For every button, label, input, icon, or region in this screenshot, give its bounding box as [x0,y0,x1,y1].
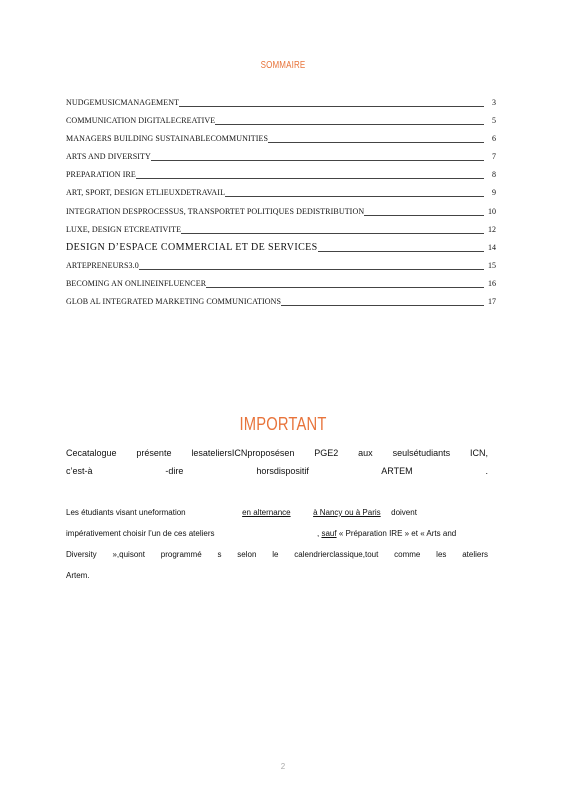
sommaire-title: SOMMAIRE [260,60,306,71]
toc-entry-page: 9 [492,188,496,198]
toc-entry[interactable] [66,150,498,168]
toc-entry-page: 17 [488,297,496,307]
important-paragraph-2 [66,502,488,586]
important-title: IMPORTANT [239,414,327,434]
text-fragment: doivent [391,508,417,517]
toc-entry-title: COMMUNICATION DIGITALECREATIVE [66,114,215,128]
toc-entry[interactable] [66,205,498,223]
toc-entry[interactable] [66,186,498,204]
text-line: Diversity »,quisont programmé s selon le calendrierclassique,tout comme les ateliers [66,550,488,559]
toc-entry[interactable] [66,259,498,277]
text-line: c’est-à -dire horsdispositif ARTEM . [66,466,488,476]
toc-entry-title: GLOB AL INTEGRATED MARKETING COMMUNICATIONS [66,295,281,309]
toc-entry-title: DESIGN D’ESPACE COMMERCIAL ET DE SERVICES [66,241,318,253]
toc-entry-title: MANAGERS BUILDING SUSTAINABLECOMMUNITIES [66,132,268,146]
toc-entry-page: 14 [488,242,496,252]
toc-entry-page: 8 [492,170,496,180]
toc-entry-title: INTEGRATION DESPROCESSUS, TRANSPORTET POLITIQUES DEDISTRIBUTION [66,205,364,219]
page-number: 2 [280,762,286,771]
toc-entry-page: 6 [492,134,496,144]
toc-entry[interactable] [66,96,498,114]
toc-entry-title: ART, SPORT, DESIGN ETLIEUXDETRAVAIL [66,186,225,200]
toc-entry[interactable] [66,241,498,259]
toc-entry-title: ARTEPRENEURS3.0 [66,259,139,273]
toc-entry[interactable] [66,223,498,241]
toc-entry-title: NUDGEMUSICMANAGEMENT [66,96,179,110]
underlined-text: en alternance [242,508,291,517]
toc-entry[interactable] [66,132,498,150]
toc-entry-page: 12 [488,224,496,234]
text-fragment: Les étudiants visant uneformation [66,508,186,517]
text-fragment: « Préparation IRE » et « Arts and [338,529,457,538]
table-of-contents [66,96,498,313]
underlined-text: sauf [321,529,337,538]
toc-entry[interactable] [66,114,498,132]
toc-entry-page: 7 [492,152,496,162]
toc-entry-page: 15 [488,260,496,270]
toc-entry-page: 16 [488,278,496,288]
toc-entry-title: PREPARATION IRE [66,168,136,182]
text-fragment: impérativement choisir l’un de ces ateliers [66,529,215,538]
text-fragment: , [316,529,320,538]
underlined-text: à Nancy ou à Paris [313,508,381,517]
text-line: Artem. [66,571,90,580]
text-line [66,502,488,523]
toc-entry-page: 3 [492,98,496,107]
toc-entry-title: BECOMING AN ONLINEINFLUENCER [66,277,206,291]
text-line: Cecatalogue présente lesateliersICNproposésen PGE2 aux seulsétudiants ICN, [66,448,488,458]
toc-entry-page: 10 [488,206,496,216]
text-line [66,523,488,544]
important-paragraph-1 [66,444,488,480]
toc-entry-title: LUXE, DESIGN ETCREATIVITE [66,223,181,237]
toc-entry-page: 5 [492,116,496,126]
toc-entry-title: ARTS AND DIVERSITY [66,150,151,164]
toc-entry[interactable] [66,168,498,186]
toc-entry[interactable] [66,295,498,313]
toc-entry[interactable] [66,277,498,295]
